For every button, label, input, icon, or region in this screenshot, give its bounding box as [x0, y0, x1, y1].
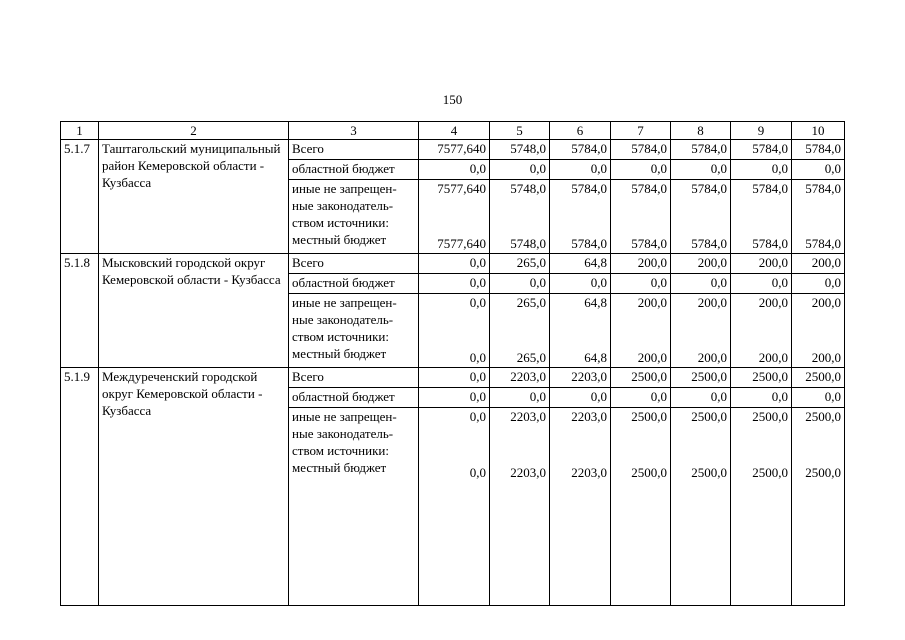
value-regional: 0,0 [550, 160, 611, 180]
value-regional: 0,0 [731, 160, 792, 180]
value-total: 200,0 [731, 254, 792, 274]
value-total: 2203,0 [550, 368, 611, 388]
value-other: 5784,0 [805, 181, 841, 196]
row-label-total: Всего [289, 254, 419, 274]
header-cell: 7 [611, 122, 671, 140]
row-label-other [289, 294, 419, 368]
value-local: 2500,0 [805, 465, 841, 480]
row-label-regional: областной бюджет [289, 274, 419, 294]
value-total: 2500,0 [671, 368, 731, 388]
value-local: 5784,0 [571, 236, 607, 251]
value-other: 2500,0 [631, 409, 667, 424]
header-cell: 1 [61, 122, 99, 140]
value-other-local [550, 294, 611, 368]
row-label-line: ные законодатель- [292, 426, 394, 441]
value-other: 7577,640 [437, 181, 486, 196]
row-label-total: Всего [289, 140, 419, 160]
value-regional: 0,0 [792, 274, 845, 294]
value-regional: 0,0 [611, 388, 671, 408]
value-local: 200,0 [637, 350, 667, 365]
value-local: 2500,0 [691, 465, 727, 480]
value-local: 2203,0 [510, 465, 546, 480]
value-total: 5784,0 [671, 140, 731, 160]
row-label-line: ством источники: [292, 215, 389, 230]
header-cell: 4 [419, 122, 490, 140]
value-regional: 0,0 [550, 388, 611, 408]
value-regional: 0,0 [671, 160, 731, 180]
header-cell: 8 [671, 122, 731, 140]
row-label-other [289, 408, 419, 606]
row-label-line: ные законодатель- [292, 198, 394, 213]
value-local: 5784,0 [805, 236, 841, 251]
header-row [61, 122, 845, 140]
value-other: 2203,0 [571, 409, 607, 424]
value-local: 265,0 [516, 350, 546, 365]
header-cell: 9 [731, 122, 792, 140]
row-code: 5.1.8 [61, 254, 99, 368]
value-local: 2203,0 [571, 465, 607, 480]
table-row [61, 254, 845, 274]
value-other-local [671, 294, 731, 368]
value-regional: 0,0 [419, 274, 490, 294]
value-total: 7577,640 [419, 140, 490, 160]
value-local: 0,0 [469, 465, 486, 480]
value-other-local [671, 180, 731, 254]
value-other-local [419, 408, 490, 606]
row-label-regional: областной бюджет [289, 160, 419, 180]
header-cell: 2 [99, 122, 289, 140]
row-label-line: иные не запрещен- [292, 409, 397, 424]
value-local: 2500,0 [631, 465, 667, 480]
header-cell: 5 [490, 122, 550, 140]
value-total: 64,8 [550, 254, 611, 274]
value-regional: 0,0 [611, 160, 671, 180]
value-regional: 0,0 [792, 388, 845, 408]
budget-table [60, 121, 845, 606]
value-regional: 0,0 [731, 388, 792, 408]
value-regional: 0,0 [490, 274, 550, 294]
value-local: 5784,0 [691, 236, 727, 251]
value-other: 5784,0 [631, 181, 667, 196]
value-local: 0,0 [469, 350, 486, 365]
value-regional: 0,0 [419, 388, 490, 408]
value-other-local [792, 294, 845, 368]
value-total: 200,0 [792, 254, 845, 274]
value-other-local [550, 180, 611, 254]
value-regional: 0,0 [671, 274, 731, 294]
value-regional: 0,0 [611, 274, 671, 294]
value-total: 2500,0 [731, 368, 792, 388]
value-total: 2203,0 [490, 368, 550, 388]
value-local: 5748,0 [510, 236, 546, 251]
value-regional: 0,0 [671, 388, 731, 408]
value-other: 5784,0 [691, 181, 727, 196]
row-label-line: иные не запрещен- [292, 295, 397, 310]
value-other: 5784,0 [571, 181, 607, 196]
value-other: 200,0 [637, 295, 667, 310]
value-other: 200,0 [811, 295, 841, 310]
value-local: 5784,0 [752, 236, 788, 251]
value-regional: 0,0 [550, 274, 611, 294]
row-label-total: Всего [289, 368, 419, 388]
value-regional: 0,0 [731, 274, 792, 294]
value-other: 200,0 [697, 295, 727, 310]
value-other-local [731, 180, 792, 254]
value-other: 2500,0 [691, 409, 727, 424]
table-row [61, 140, 845, 160]
value-local: 2500,0 [752, 465, 788, 480]
value-other-local [731, 294, 792, 368]
value-local: 5784,0 [631, 236, 667, 251]
row-label-line: местный бюджет [292, 460, 387, 475]
row-label-line: местный бюджет [292, 232, 387, 247]
value-other-local [419, 294, 490, 368]
header-cell: 6 [550, 122, 611, 140]
row-label-line: местный бюджет [292, 346, 387, 361]
value-total: 5784,0 [611, 140, 671, 160]
value-total: 5784,0 [550, 140, 611, 160]
value-regional: 0,0 [490, 388, 550, 408]
value-other-local [611, 294, 671, 368]
value-local: 200,0 [811, 350, 841, 365]
value-total: 2500,0 [792, 368, 845, 388]
value-other: 64,8 [584, 295, 607, 310]
value-other-local [792, 180, 845, 254]
value-total: 0,0 [419, 368, 490, 388]
value-other: 0,0 [469, 409, 486, 424]
row-label-line: ством источники: [292, 329, 389, 344]
value-total: 200,0 [611, 254, 671, 274]
table-row [61, 368, 845, 388]
row-label-other [289, 180, 419, 254]
value-total: 5784,0 [731, 140, 792, 160]
value-other-local [611, 408, 671, 606]
value-total: 2500,0 [611, 368, 671, 388]
value-other-local [490, 294, 550, 368]
row-name: Мысковский городской округ Кемеровской области - Кузбасса [99, 254, 289, 368]
value-other-local [550, 408, 611, 606]
value-other-local [671, 408, 731, 606]
value-regional: 0,0 [490, 160, 550, 180]
value-other-local [611, 180, 671, 254]
value-other-local [419, 180, 490, 254]
row-name: Таштагольский муниципальный район Кемеровской области - Кузбасса [99, 140, 289, 254]
value-other: 5784,0 [752, 181, 788, 196]
row-name: Междуреченский городской округ Кемеровской области - Кузбасса [99, 368, 289, 606]
value-other: 0,0 [469, 295, 486, 310]
value-total: 200,0 [671, 254, 731, 274]
value-regional: 0,0 [792, 160, 845, 180]
value-other: 200,0 [758, 295, 788, 310]
value-other-local [490, 180, 550, 254]
value-total: 0,0 [419, 254, 490, 274]
value-local: 64,8 [584, 350, 607, 365]
value-local: 200,0 [758, 350, 788, 365]
value-other: 2500,0 [805, 409, 841, 424]
value-total: 265,0 [490, 254, 550, 274]
value-local: 7577,640 [437, 236, 486, 251]
row-code: 5.1.9 [61, 368, 99, 606]
value-regional: 0,0 [419, 160, 490, 180]
value-local: 200,0 [697, 350, 727, 365]
row-label-line: ством источники: [292, 443, 389, 458]
row-label-line: иные не запрещен- [292, 181, 397, 196]
value-other: 2203,0 [510, 409, 546, 424]
row-label-regional: областной бюджет [289, 388, 419, 408]
value-other: 2500,0 [752, 409, 788, 424]
value-total: 5748,0 [490, 140, 550, 160]
row-label-line: ные законодатель- [292, 312, 394, 327]
value-other-local [792, 408, 845, 606]
value-other-local [731, 408, 792, 606]
row-code: 5.1.7 [61, 140, 99, 254]
value-other-local [490, 408, 550, 606]
page-number: 150 [442, 92, 463, 107]
value-other: 265,0 [516, 295, 546, 310]
header-cell: 10 [792, 122, 845, 140]
value-total: 5784,0 [792, 140, 845, 160]
value-other: 5748,0 [510, 181, 546, 196]
header-cell: 3 [289, 122, 419, 140]
